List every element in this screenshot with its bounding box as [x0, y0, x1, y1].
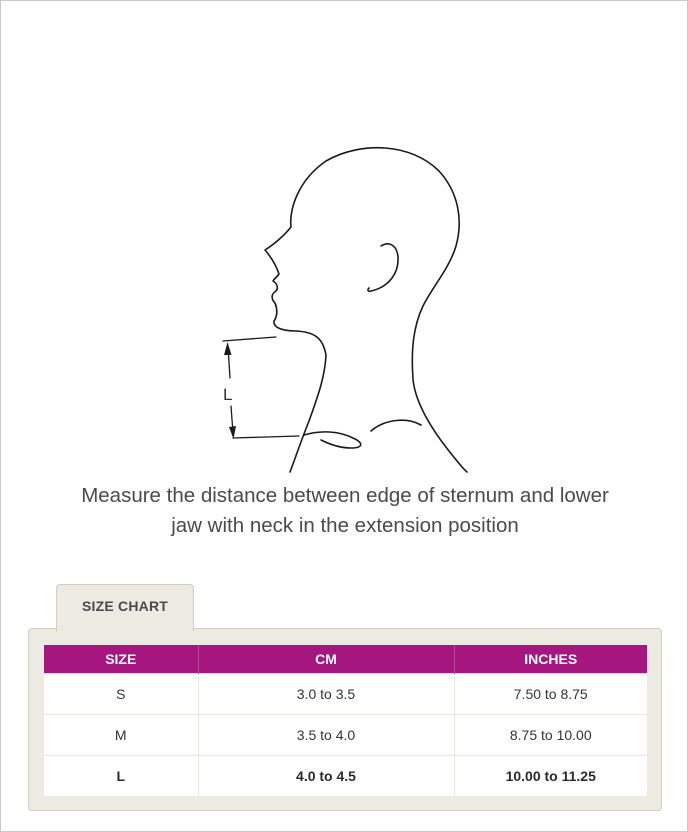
ear-line: [368, 244, 398, 291]
inches-cell: 8.75 to 10.00: [454, 715, 647, 756]
size-chart-tab-label: SIZE CHART: [82, 598, 168, 614]
size-chart-tab: [56, 584, 194, 631]
cm-cell: 3.0 to 3.5: [198, 674, 454, 715]
header-size: SIZE: [44, 645, 198, 674]
cm-cell: 3.5 to 4.0: [198, 715, 454, 756]
size-cell: S: [44, 674, 198, 715]
instructions-line-1: Measure the distance between edge of sternum and lower: [81, 484, 609, 507]
shoulder-line: [371, 420, 421, 431]
sternum-guide-line: [233, 436, 299, 438]
table-header-row: [44, 645, 647, 674]
size-cell: L: [44, 756, 198, 797]
header-inches: INCHES: [454, 645, 647, 674]
size-cell: M: [44, 715, 198, 756]
arrow-head-up: [224, 342, 232, 355]
collarbone-line: [304, 432, 361, 448]
inches-cell: 10.00 to 11.25: [454, 756, 647, 797]
size-chart-table: [44, 645, 647, 796]
instructions-line-2: jaw with neck in the extension position: [171, 514, 519, 537]
cm-cell: 4.0 to 4.5: [198, 756, 454, 797]
size-chart-panel: [28, 628, 662, 811]
head-profile-drawing: [201, 141, 491, 476]
table-row: [44, 715, 647, 756]
table-row: [44, 756, 647, 797]
table-row: [44, 674, 647, 715]
arrow-head-down: [229, 426, 236, 439]
jaw-guide-line: [223, 337, 276, 341]
header-cm: CM: [198, 645, 454, 674]
measurement-instructions: [21, 481, 669, 541]
face-profile-line: [265, 148, 467, 472]
measure-label: L: [223, 385, 233, 404]
inches-cell: 7.50 to 8.75: [454, 674, 647, 715]
head-neck-illustration: [201, 141, 491, 476]
